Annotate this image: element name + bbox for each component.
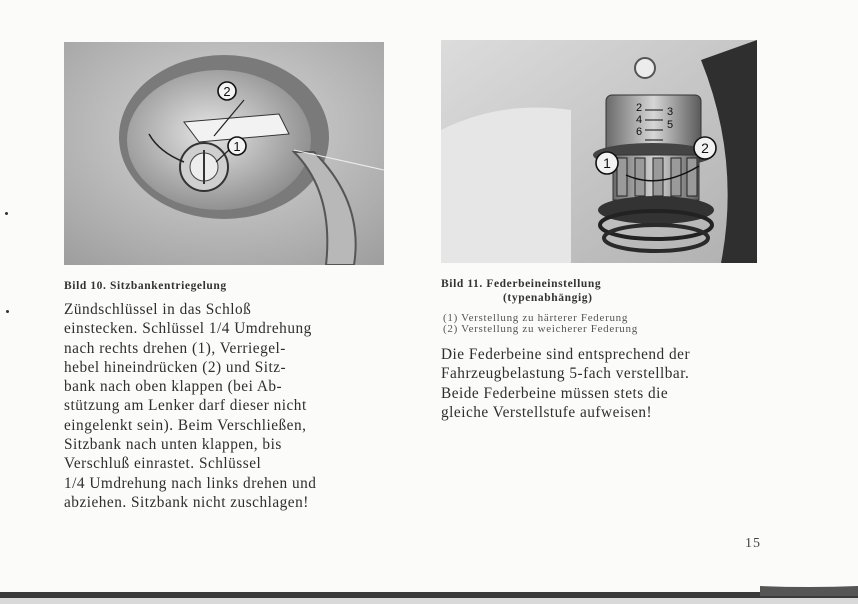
marker-1-label: 1 bbox=[233, 139, 241, 154]
left-body-text bbox=[64, 300, 316, 512]
scale-label: 2 bbox=[636, 102, 643, 114]
figure-11-legend-1: (1) Verstellung zu härterer Federung bbox=[443, 312, 629, 324]
text-line: Zündschlüssel in das Schloß bbox=[64, 301, 252, 318]
figure-10-photo bbox=[64, 42, 384, 265]
scale-label: 3 bbox=[667, 106, 674, 118]
margin-speck bbox=[6, 310, 9, 313]
text-line: Fahrzeugbelastung 5-fach verstellbar. bbox=[441, 365, 690, 383]
text-line: einstecken. Schlüssel 1/4 Umdrehung bbox=[64, 320, 312, 338]
right-body-text bbox=[441, 345, 690, 422]
page-edge-shadow bbox=[0, 586, 858, 604]
scale-label: 5 bbox=[667, 119, 674, 131]
scale-label: 4 bbox=[636, 114, 643, 126]
marker-2-label: 2 bbox=[701, 140, 709, 156]
text-line: bank nach oben klappen (bei Ab- bbox=[64, 378, 283, 396]
text-line: Die Federbeine sind entsprechend der bbox=[441, 346, 691, 363]
text-line: gleiche Verstellstufe aufweisen! bbox=[441, 403, 653, 421]
figure-10-caption: Bild 10. Sitzbankentriegelung bbox=[64, 280, 227, 292]
page-number: 15 bbox=[745, 536, 761, 551]
scale-label: 6 bbox=[636, 126, 643, 138]
figure-11-legend-2: (2) Verstellung zu weicherer Federung bbox=[443, 323, 638, 335]
text-line: Verschluß einrastet. Schlüssel bbox=[64, 455, 262, 473]
text-line: hebel hineindrücken (2) und Sitz- bbox=[64, 358, 287, 376]
marker-2-label: 2 bbox=[223, 84, 231, 99]
text-line: nach rechts drehen (1), Verriegel- bbox=[64, 339, 286, 357]
text-line: abziehen. Sitzbank nicht zuschlagen! bbox=[64, 493, 309, 511]
text-line: Sitzbank nach unten klappen, bis bbox=[64, 436, 282, 454]
marker-1-label: 1 bbox=[603, 155, 611, 171]
text-line: Beide Federbeine müssen stets die bbox=[441, 384, 669, 402]
text-line: stützung am Lenker darf dieser nicht bbox=[64, 397, 307, 415]
figure-11-photo bbox=[441, 40, 757, 263]
text-line: eingelenkt sein). Beim Verschließen, bbox=[64, 416, 307, 434]
margin-speck bbox=[5, 212, 8, 215]
text-line: 1/4 Umdrehung nach links drehen und bbox=[64, 474, 317, 492]
figure-11-caption-sub: (typenabhängig) bbox=[503, 292, 593, 304]
figure-11-caption: Bild 11. Federbeineinstellung bbox=[441, 278, 602, 290]
